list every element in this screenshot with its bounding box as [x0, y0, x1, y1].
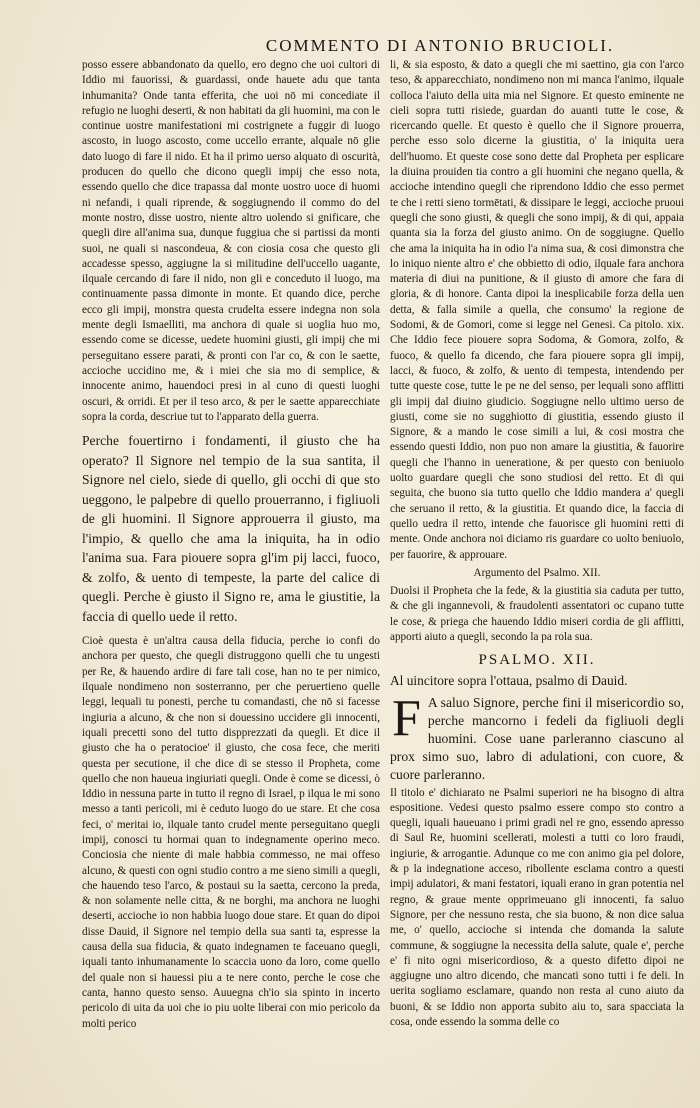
argument-title: Argumento del Psalmo. XII.: [473, 566, 601, 579]
commentary-paragraph: Cioè questa è un'altra causa della fiducia, perche io confi do anchora per questo, che quegli distruggono quelli che tu ungesti per Re, & hauendo ardire di fare tali cose, han no te per nimico, ilquale nondimeno non sosterranno, per che peruertieno quelle leggi, lequali tu ponesti, perche tu comandasti, che nō si facesse ingiuria a alcuno, & che non si douessino uccidere gli innocenti, iquali precetti sono del tutto dispprezzati da quegli. Et dice il giusto che ha o peratocioe' il giusto, che cosa fece, che meriti questa per secutione, il che dice di se stesso il Propheta, come quello che non haueua ingiuriati quegli. Onde è come se dicessi, ò Iddio in nessuna parte in tutto il regno di Israel, p ilqua le mi sono messo a tanti pericoli, mi è ceduto luogo do ue stare. Et che cosa feci, o' meritai io, ilquale tanto crudel mente perseguitano quegli impij, conosci tu hormai quan to indegnamente operino meco. Conciosia che niente di male habbia commesso, ne mai offeso alcuno, & questi con ogni studio contro a me sieno simili a quegli, che hauendo teso l'arco, & postaui su la saetta, cercono la preda, & non solamente nelle citta, & ne borghi, ma anchora ne luoghi deserti, accioche io non habbia luogo doue stare. Et quan do dipoi disse Dauid, il Signore nel tempio della sua santi ta, espresse la causa della sua fiducia, & quato indegnamen te faceuano quegli, iquali tanto inhumanamente lo scaccia uono da loro, come quello del quale non si hauessi piu a te nere conto, perche le cose che canta, hanno questo senso. Auuegna ch'io sia spinto in incerto pericolo di uita da uoi che io piu uolte liberai con mio pericolo da molti perico: [82, 635, 380, 1030]
running-title: COMMENTO DI ANTONIO BRUCIOLI.: [265, 36, 615, 55]
psalm-title: PSALMO. XII.: [478, 652, 596, 669]
commentary-paragraph: Il titolo e' dichiarato ne Psalmi superiori ne ha bisogno di altra espositione. Vedesi questo psalmo essere compo sto contro a quegli, iquali haueuano i primi gradi nel re gno, essendo apresso di Saul Re, huomini scellerati, molesti a tutti co loro fraudi, ingiurie, & arrogantie. Adunque co me con animo gia pel dolore, & p la indegnatione acceso, ribollente esclama contro a questi impij adulatori, & mani festatori, iquali erano in gran potentia nel regno, & graue mente opprimeuano gli innocenti, fa saluo Signore, per che nessuno resta, che sia buono, & non dice salua me, o' quello, accioche si intenda che domanda la salute commune, & soggiugne la necessita della salute, quale e', perche e' fi nito ogni misericordioso, & a questo difetto dipoi ne aggiugne uno altro dicendo, che mancati sono tutti i fe deli. In uerita sogliamo esclamare, quando non resta al cuno aiuto da buoni, & se Iddio non apporta subito aiu to, sara spacciata la cosa, onde essendo la somma delle co: [390, 786, 684, 1029]
argument-text: Duolsi il Propheta che la fede, & la giustitia sia caduta per tutto, & che gli ingannevoli, & fraudolenti assentatori oc cupano tutte le cose, & priega che hauendo Iddio miseri cordia de gli afflitti, apporti aiuto a quegli, secondo la pa rola sua.: [390, 585, 684, 643]
psalm-verse: [390, 689, 684, 784]
commentary-paragraph: li, & sia esposto, & dato a quegli che mi saettino, gia con l'arco teso, & apparecchiato, nondimeno non mi manca l'animo, ilquale colloca l'aiuto della uita mia nel Signore. Et questo eminente ne cieli sopra tutti risiede, guardan do auanti tutte le cose, & ricercando quelle. Et questo è quello che il Signore prouerra, perche esso solo dicerne la giustitia, o' la iniquita uera dell'huomo. Et queste cose sono dette dal Propheta per esplicare la diuina prouiden tia contro a gli huomini che negano quella, & accioche intendino quegli che riprendono Iddio che esso permet te che i retti sieno tormētati, & dissipare le leggi, accioche pruoui quegli che sono giusti, & quegli che sono impij, & di qui, appaia quanta sia la forza del giusto animo. On de soggiugne. Quello che ama la iniquita ha in odio l'a nima sua, & cosi dimonstra che lo iniquo niente altro e' che obbietto di odio, ilquale fara anchora materia di diui na punitione, & il giusto di amore che fara di gloria, & di honore. Canta dipoi la inesplicabile forza della uen detta, & falla simile a quella, che consumo' la regione de Sodomi, & de Gomori, come si legge nel Genesi. Ca pitolo. xix. Che Iddio fece piouere sopra Sodoma, & Gomora, zolfo, & fuoco, & quello fa dicendo, che fara piouere sopra gli impij, lacci, & fuoco, & zolfo, & uento di tempesta, intendendo per tutte queste cose, tutte le pe ne del senso, per lequali sono afflitti gli impij dal diuino giudicio. Soggiugne nello ultimo uerso de giusti, come sie no sugghiotto di giustitia, essendo giusto il Signore, & a mando le cose simili a lui, & cosi mostra che essendo questi Iddio, non puo non amare la giustitia, & fauorire quegli che l'hanno in ueneratione, & per questo con beniuolo uolto guardare quegli che sono studiosi del retto. Et di qui seguita, che buono sia tutto quello che Iddio mandera a' quegli che seruano il retto, & la giustitia. Et quando dice, la faccia di quello uedra il retto, intende che fauorisce gli huomini retti di mente. Onde anchora noi diciamo ris guardare co uolto beniuolo, per fauorire, & approuare.: [390, 59, 684, 561]
psalm-verse-text: A saluo Signore, perche fini il misericordio so, perche mancorno i fedeli da figliuoli degli huomini. Cose uane parleranno ciascuno al prox simo suo, labro di adulationi, con cuore, & cuore parleranno.: [390, 694, 684, 782]
psalm-verse-block: Perche fouertirno i fondamenti, il giusto che ha operato? Il Signore nel tempio de la sua santita, il Signore nel cielo, siede di quello, gli occhi di que sto ueggono, le palpebre di quello prouerranno, i figliuoli de gli huomini. Il Signore approuerra il giusto, ma l'impio, & quello che ama la iniquita, ha in odio l'anima sua. Fara piouere sopra gl'im pij lacci, fuoco, & zolfo, & uento di tempeste, la parte del calice di quegli. Perche è giusto il Signo re, ama le giustitie, la faccia di quello uede il retto.: [82, 433, 380, 624]
psalm-subtitle: Al uincitore sopra l'ottaua, psalmo di Dauid.: [390, 672, 628, 688]
commentary-paragraph: posso essere abbandonato da quello, ero degno che uoi cultori di Iddio mi fauorissi, & guardassi, onde hauete adu que tanta inhumanita? Onde tanta efferita, che uoi nō mi concediate il refugio ne luoghi deserti, & non habitati da gli huomini, ma con le continue uostre manifestationi mi costrignete a fuggir di luogo ascosto, in luogo ascosto, come uccello errante, alquale nō glie dato luogo di fare il nido. Et ha il primo uerso alquato di oscurità, producen do quello che dicono quegli impij che esso nota, essendo quello che dice trapassa dal monte uostro uoce di huomi ni nefandi, i quali riprende, & soggiugnendo il commo do del monte nostro, disse uostro, niente altro uolendo si gnificare, che quegli dire all'anima sua, dunque fuggiua che si partissi da monti suoi, ne quali si nascondeua, & con ciosia cosa che questo gli accadesse spesso, aggiugne la si militudine dell'uccello uagante, ilquale cercando di fare il nido, non gli e conceduto il luogo, ma continuamente passa dimonte in monte. Et quando dice, perche ecco gli impij, monstra questa crudelta essere indegna non sola mente degli Ismaelliti, ma anchora di quale si uoglia huo mo, essendo come se dicesse, uedete huomini giusti, gli impij che mi perseguitano essere parati, & pronti con l'ar co, & con le saette, accioche uccidino me, & i miei che sia mo di semplice, & innocente animo, hauendoci presi in al cuno di questi luoghi oscuri, & orridi. Et per il teso arco, & per le saette apparecchiate sopra la corda, descriue tut to l'apparato della guerra.: [82, 59, 380, 423]
right-column: [390, 58, 684, 1098]
left-column: [82, 58, 380, 1098]
drop-initial: F: [392, 689, 421, 747]
